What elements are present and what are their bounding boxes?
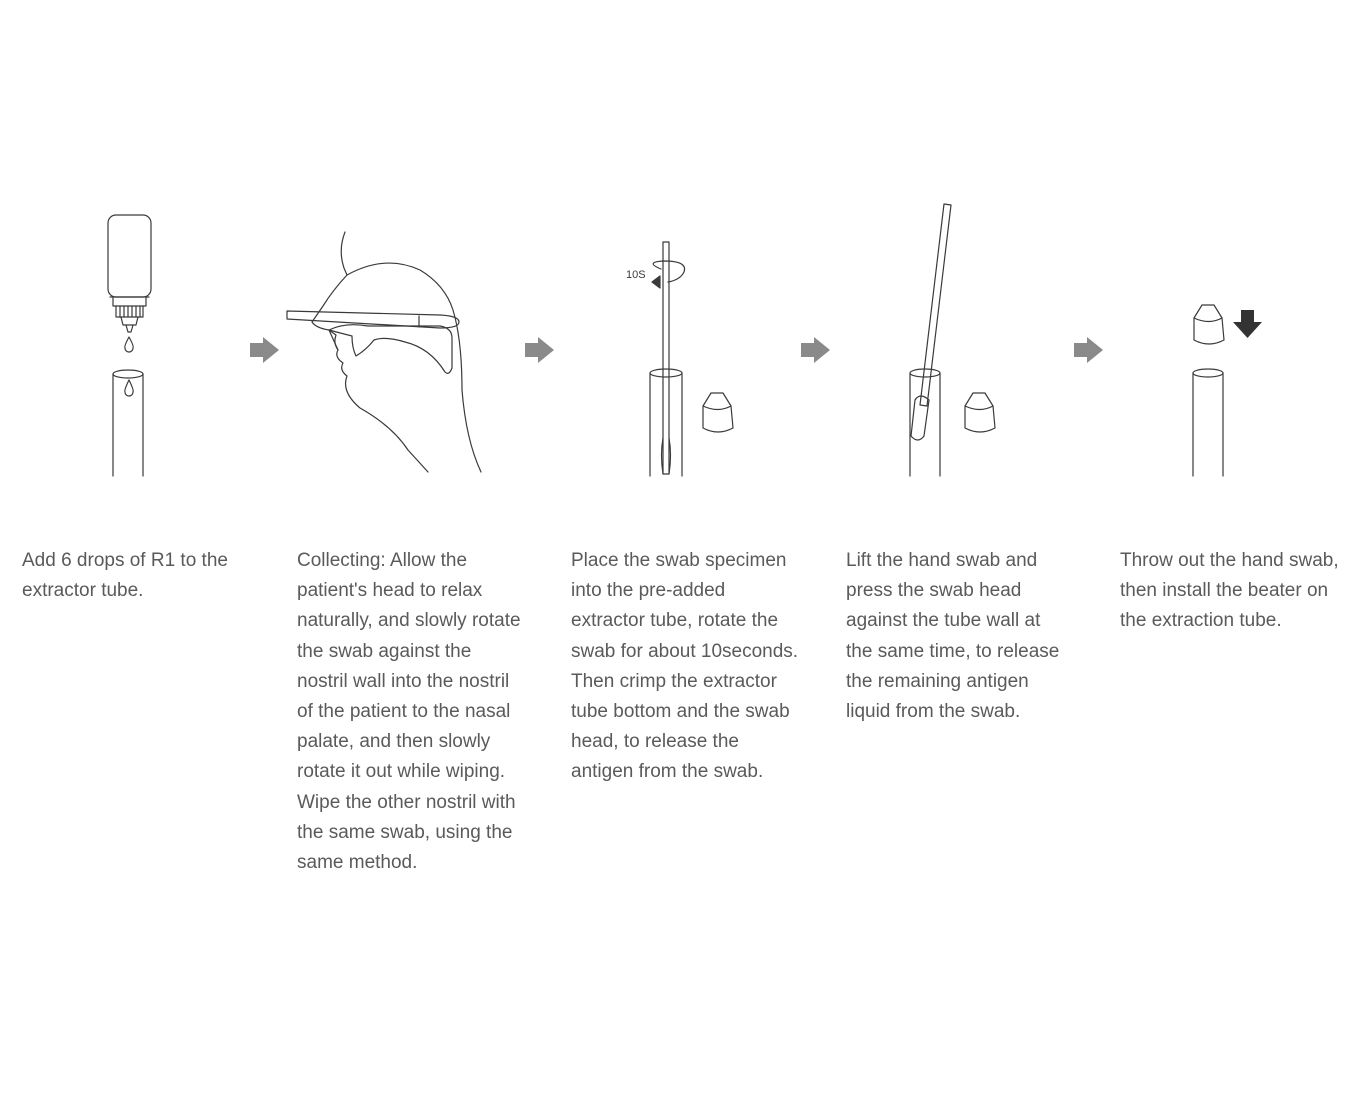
cap-icon-2	[965, 393, 995, 432]
cap-icon	[703, 393, 733, 432]
swab-lifted-icon	[910, 204, 951, 476]
step-arrow-icon-4	[1074, 337, 1103, 363]
step-1-caption: Add 6 drops of R1 to the extractor tube.	[22, 550, 228, 602]
head-profile-icon	[312, 232, 481, 472]
down-arrow-icon	[1233, 310, 1262, 338]
step-arrow-icon-3	[801, 337, 830, 363]
rotation-label: 10S	[626, 269, 646, 281]
step-arrow-icon-2	[525, 337, 554, 363]
extractor-tube-icon	[113, 370, 143, 476]
dropper-bottle-icon	[108, 215, 151, 332]
cap-icon-3	[1194, 305, 1224, 344]
step-arrow-icon-1	[250, 337, 279, 363]
step-5-caption: Throw out the hand swab, then install the beater on the extraction tube.	[1120, 550, 1339, 632]
drop-icon	[125, 337, 133, 352]
swab-in-tube-icon	[650, 242, 682, 476]
step-4-caption: Lift the hand swab and press the swab head against the tube wall at the same time, to release the remaining antigen liquid from the swab.	[846, 550, 1060, 723]
rotation-arrow-icon	[652, 261, 685, 288]
extraction-tube-icon	[1193, 369, 1223, 476]
step-3-caption: Place the swab specimen into the pre-added extractor tube, rotate the swab for about 10seconds. Then crimp the extractor tube bottom and the swab head, to release the antigen from the swab.	[571, 550, 799, 783]
step-2-caption: Collecting: Allow the patient's head to relax naturally, and slowly rotate the swab against the nostril wall into the nostril of the patient to the nasal palate, and then slowly rotate it out while wiping. Wipe the other nostril with the same swab, using the same method.	[297, 550, 521, 874]
